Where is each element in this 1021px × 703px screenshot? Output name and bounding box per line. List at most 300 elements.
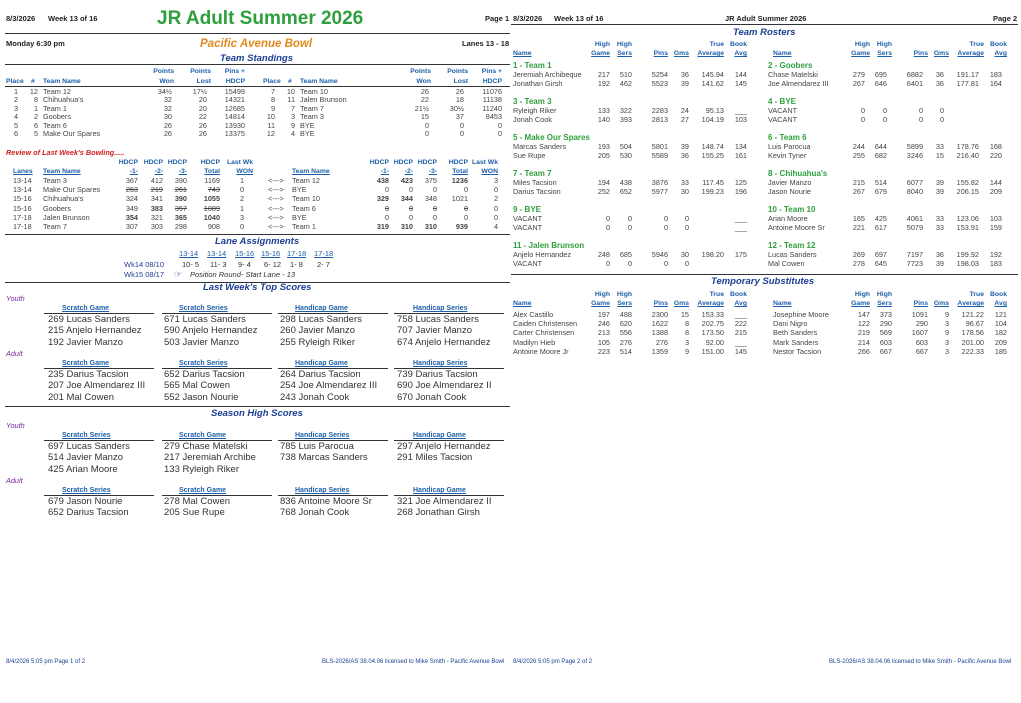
league-title: JR Adult Summer 2026: [157, 8, 364, 29]
score-entry: 255 Ryleigh Riker: [280, 336, 355, 348]
player-stat: 199.23: [701, 187, 724, 197]
review-score: 1236: [451, 176, 468, 185]
player-stat: 123.06: [956, 214, 979, 223]
player-stat: 178.76: [956, 142, 979, 151]
col-book-avg: Avg: [994, 300, 1007, 307]
col-hdcp: HDCP: [143, 159, 163, 166]
player-stat: 164: [989, 79, 1002, 89]
player-name: Jeremiah Archibeque: [513, 70, 582, 79]
score-col-header: Handicap Series: [413, 305, 468, 312]
player-stat: 33: [935, 214, 944, 223]
player-stat: ___: [734, 223, 747, 233]
player-stat: 290: [915, 319, 928, 329]
col-true-avg: Average: [957, 300, 984, 307]
player-stat: 267: [852, 187, 865, 197]
review-team: Jalen Brunson: [43, 212, 90, 222]
review-score: 939: [455, 222, 468, 231]
player-stat: 0: [860, 115, 865, 125]
player-stat: 202.75: [701, 319, 724, 329]
player-stat: 201.00: [961, 337, 984, 347]
player-stat: 4061: [906, 214, 923, 223]
player-name: Caiden Christensen: [513, 319, 578, 329]
player-stat: 209: [994, 337, 1007, 347]
player-stat: 33: [935, 142, 944, 151]
col-high-game: High: [854, 291, 870, 298]
standing-pins-hdcp: 0: [497, 129, 502, 138]
score-entry: 758 Lucas Sanders: [397, 314, 479, 325]
lane-pairing: 9- 4: [238, 260, 251, 269]
player-stat: 183: [989, 70, 1002, 79]
player-stat: 0: [663, 223, 668, 233]
col-pins-hdcp: HDCP: [225, 78, 245, 85]
score-entry: 297 Anjelo Hernandez: [397, 441, 491, 452]
standing-pins-hdcp: 15499: [224, 87, 245, 96]
score-col-header: Handicap Series: [295, 432, 350, 439]
standing-place: 7: [270, 87, 275, 96]
player-name: Jason Nourie: [768, 187, 811, 197]
team-name: 2 - Goobers: [768, 61, 813, 70]
col-game: -1-: [380, 168, 389, 175]
col-num: #: [31, 78, 35, 85]
footer-license: BLS-2026/AS 38.04.06 licensed to Mike Smith - Pacific Avenue Bowl: [322, 659, 505, 665]
score-entry: 652 Darius Tacsion: [164, 369, 245, 380]
player-stat: 1091: [911, 310, 928, 319]
standing-team-name: Jalen Brunson: [300, 95, 347, 105]
wk15-label: Wk15 08/17: [124, 270, 165, 279]
standing-team-num: 5: [33, 129, 38, 138]
standing-place: 5: [13, 120, 18, 130]
lane-header: 15-16: [235, 249, 255, 258]
review-won: 4: [493, 222, 498, 231]
team-name: 4 - BYE: [768, 97, 797, 106]
col-hdcp: HDCP: [118, 159, 138, 166]
col-book-avg: Book: [990, 41, 1007, 48]
standing-points-lost: 0: [459, 120, 464, 130]
standing-points-lost: 26: [198, 129, 207, 138]
col-high-series: Sers: [877, 300, 892, 307]
score-col-header: Scratch Series: [179, 305, 228, 312]
player-stat: 223: [597, 346, 610, 356]
team-name: 7 - Team 7: [513, 169, 552, 178]
player-name: Anjelo Hernandez: [513, 250, 572, 259]
review-score: 0: [463, 212, 468, 222]
player-stat: 192: [597, 79, 610, 89]
player-stat: 173.50: [701, 328, 724, 338]
player-stat: 9: [684, 346, 689, 356]
col-games: Gms: [933, 50, 949, 57]
review-score: 412: [150, 176, 163, 185]
player-name: VACANT: [513, 214, 543, 223]
standing-points-lost: 20: [198, 95, 207, 105]
player-stat: 646: [874, 79, 887, 89]
score-entry: 133 Ryleigh Riker: [164, 463, 239, 475]
review-won: 3: [493, 176, 498, 185]
col-hdcp: HDCP: [369, 159, 389, 166]
player-stat: 644: [874, 142, 887, 151]
col-last-week: Last Wk: [471, 159, 498, 166]
player-stat: 0: [882, 106, 887, 115]
score-entry: 690 Joe Almendarez II: [397, 380, 492, 392]
team-name: 1 - Team 1: [513, 61, 552, 70]
col-high-series: High: [876, 41, 892, 48]
player-stat: 6882: [906, 70, 923, 79]
score-entry: 565 Mal Cowen: [164, 380, 231, 392]
player-name: Lucas Sanders: [768, 250, 817, 259]
col-points-won: Points: [153, 68, 174, 75]
player-name: Miles Tacsion: [513, 178, 557, 187]
col-hdcp: HDCP: [417, 159, 437, 166]
player-stat: 193: [597, 142, 610, 151]
arrow-icon: <--->: [268, 212, 284, 222]
player-stat: 276: [655, 337, 668, 347]
player-stat: 15: [680, 310, 689, 319]
score-entry: 279 Chase Matelski: [164, 441, 248, 452]
player-stat: 39: [935, 187, 944, 197]
score-entry: 674 Anjelo Hernandez: [397, 336, 491, 348]
player-stat: 206.15: [956, 187, 979, 197]
player-stat: 165: [852, 214, 865, 223]
review-score: 324: [125, 194, 138, 204]
standing-points-lost: 37: [455, 112, 464, 122]
review-score: 0: [432, 212, 437, 222]
player-stat: 0: [605, 214, 610, 223]
score-entry: 514 Javier Manzo: [48, 452, 123, 464]
divider: [5, 33, 510, 34]
player-stat: 121: [994, 310, 1007, 319]
top-scores-title: Last Week's Top Scores: [203, 282, 312, 293]
lane-pairing: 10- 5: [182, 260, 200, 269]
player-stat: 168: [989, 142, 1002, 151]
player-name: Antoine Moore Jr: [513, 346, 569, 356]
player-name: Luis Parocua: [768, 142, 811, 151]
score-entry: 590 Anjelo Hernandez: [164, 325, 258, 337]
player-stat: 5523: [651, 79, 668, 89]
player-name: Jonathan Girsh: [513, 79, 563, 89]
player-stat: 145: [734, 346, 747, 356]
footer-timestamp: 8/4/2026 5:05 pm Page 1 of 2: [6, 659, 86, 665]
player-name: Marcas Sanders: [513, 142, 567, 151]
standing-team-num: 12: [29, 87, 38, 96]
score-entry: 243 Jonah Cook: [280, 391, 350, 403]
standing-points-won: 34½: [157, 87, 172, 96]
player-stat: 514: [874, 178, 887, 187]
col-won: WON: [481, 168, 498, 175]
review-score: 365: [174, 212, 187, 222]
col-high-series: High: [616, 291, 632, 298]
standing-team-name: Team 10: [300, 87, 328, 96]
youth-label-season: Youth: [6, 421, 25, 430]
player-stat: 255: [852, 151, 865, 161]
subs-title: Temporary Substitutes: [711, 276, 815, 287]
player-stat: 33: [680, 178, 689, 187]
player-stat: 105: [597, 337, 610, 347]
player-stat: ___: [734, 106, 747, 115]
col-high-game: Game: [851, 50, 870, 57]
player-name: Javier Manzo: [768, 178, 812, 187]
review-won: 3: [239, 212, 244, 222]
standing-team-num: 2: [33, 112, 38, 122]
player-stat: 246: [597, 319, 610, 329]
review-won: 0: [239, 222, 244, 231]
score-col-header: Scratch Series: [179, 360, 228, 367]
col-name: Name: [773, 300, 792, 307]
player-name: Nestor Tacsion: [773, 346, 822, 356]
divider: [511, 274, 1018, 275]
player-stat: 103: [989, 214, 1002, 223]
standing-place: 6: [13, 129, 18, 138]
standing-team-name: Team 6: [43, 120, 67, 130]
score-entry: 235 Darius Tacsion: [48, 369, 129, 380]
player-stat: 556: [619, 328, 632, 338]
lane-header: 17-18: [314, 249, 334, 258]
review-team: Team 10: [292, 194, 320, 204]
col-true-avg: Average: [957, 50, 984, 57]
review-team: Goobers: [43, 203, 71, 213]
score-entry: 217 Jeremiah Archibe: [164, 452, 256, 464]
player-stat: 667: [879, 346, 892, 356]
arrow-icon: <--->: [268, 185, 284, 195]
player-stat: 269: [852, 250, 865, 259]
report-date: 8/3/2026: [6, 14, 36, 23]
review-score: 261: [174, 185, 187, 195]
col-book-avg: Book: [990, 291, 1007, 298]
review-score: 1040: [203, 212, 220, 222]
week-label: Week 13 of 16: [48, 14, 98, 23]
player-stat: 221: [852, 223, 865, 233]
standing-points-won: 21½: [414, 103, 429, 113]
player-stat: 0: [939, 115, 944, 125]
player-stat: 209: [989, 187, 1002, 197]
standing-place: 8: [270, 95, 275, 105]
player-stat: 5899: [906, 142, 923, 151]
lane-pairing: 11- 3: [210, 260, 227, 269]
review-score: 1169: [204, 176, 220, 185]
player-stat: 36: [935, 70, 944, 79]
col-won: WON: [236, 168, 253, 175]
review-score: 310: [400, 222, 413, 231]
col-high-game: High: [594, 291, 610, 298]
review-won: 2: [239, 194, 244, 204]
player-name: Jonah Cook: [513, 115, 552, 125]
player-stat: 0: [860, 106, 865, 115]
review-team: Team 6: [292, 203, 316, 213]
col-high-game: Game: [591, 300, 610, 307]
col-high-series: High: [876, 291, 892, 298]
col-name: Name: [513, 50, 532, 57]
col-pins-hdcp: Pins +: [224, 68, 245, 75]
col-high-game: High: [594, 41, 610, 48]
col-book-avg: Avg: [734, 50, 747, 57]
player-stat: 530: [619, 151, 632, 161]
standing-place: 9: [270, 103, 275, 113]
review-score: 0: [408, 212, 413, 222]
score-entry: 652 Darius Tacsion: [48, 507, 129, 519]
review-score: 908: [207, 222, 220, 231]
col-book-avg: Book: [730, 291, 747, 298]
standing-team-name: Team 3: [300, 112, 324, 122]
score-col-header: Handicap Series: [413, 360, 468, 367]
player-name: Dani Nigro: [773, 319, 808, 329]
score-entry: 697 Lucas Sanders: [48, 441, 130, 452]
col-pins-hdcp: HDCP: [482, 78, 502, 85]
player-stat: 3: [944, 319, 949, 329]
col-game: Total: [204, 168, 220, 175]
col-team: Team Name: [300, 78, 338, 85]
player-stat: 191.17: [956, 70, 979, 79]
score-entry: 836 Antoine Moore Sr: [280, 496, 372, 507]
player-name: Carter Christensen: [513, 328, 575, 338]
player-name: Sue Rupe: [513, 151, 546, 161]
player-stat: 198.20: [701, 250, 724, 259]
standing-pins-hdcp: 11240: [482, 103, 502, 113]
player-stat: 3: [684, 337, 689, 347]
player-stat: 5946: [651, 250, 668, 259]
player-stat: 134: [734, 142, 747, 151]
player-stat: 3246: [906, 151, 923, 161]
col-high-series: Sers: [617, 300, 632, 307]
review-won: 0: [239, 185, 244, 195]
col-team: Team Name: [292, 168, 330, 175]
review-team: Team 1: [292, 222, 316, 231]
col-pins: Pins: [653, 50, 668, 57]
review-score: 303: [150, 222, 163, 231]
standing-pins-hdcp: 8453: [485, 112, 502, 122]
score-entry: 278 Mal Cowen: [164, 496, 231, 507]
player-stat: 276: [619, 337, 632, 347]
col-game: -3-: [428, 168, 437, 175]
review-score: 329: [376, 194, 389, 204]
review-won: 2: [493, 194, 498, 204]
adult-label: Adult: [6, 349, 23, 358]
player-stat: 215: [734, 328, 747, 338]
review-score: 0: [463, 185, 468, 195]
player-stat: 1388: [651, 328, 668, 338]
divider: [5, 406, 510, 407]
score-entry: 268 Jonathan Girsh: [397, 507, 480, 519]
arrow-icon: <--->: [268, 222, 284, 231]
review-score: 0: [432, 185, 437, 195]
score-entry: 264 Darius Tacsion: [280, 369, 361, 380]
player-stat: 2283: [651, 106, 668, 115]
player-stat: 155.82: [956, 178, 979, 187]
player-stat: 3876: [651, 178, 668, 187]
player-stat: 322: [619, 106, 632, 115]
lane-header: 13-14: [207, 249, 227, 258]
standing-points-lost: 0: [459, 129, 464, 138]
col-games: Gms: [673, 300, 689, 307]
col-name: Name: [773, 50, 792, 57]
standing-points-won: 22: [420, 95, 429, 105]
footer-timestamp: 8/4/2026 5:05 pm Page 2 of 2: [513, 659, 593, 665]
standing-place: 2: [13, 95, 18, 105]
col-hdcp: HDCP: [167, 159, 187, 166]
standing-team-name: BYE: [300, 120, 315, 130]
col-high-game: Game: [591, 50, 610, 57]
score-col-header: Handicap Series: [295, 487, 350, 494]
player-stat: 39: [935, 259, 944, 269]
col-book-avg: Avg: [994, 50, 1007, 57]
player-stat: 278: [852, 259, 865, 269]
standing-pins-hdcp: 11138: [482, 95, 502, 105]
review-title: Review of Last Week's Bowling.....: [6, 148, 125, 157]
player-stat: 248: [597, 250, 610, 259]
team-name: 10 - Team 10: [768, 205, 816, 214]
player-stat: 0: [684, 259, 689, 269]
col-game: -3-: [178, 168, 187, 175]
score-col-header: Scratch Series: [62, 432, 111, 439]
standing-team-num: 4: [290, 129, 295, 138]
col-team: Team Name: [43, 168, 81, 175]
review-score: 375: [424, 176, 437, 185]
standing-pins-hdcp: 0: [497, 120, 502, 130]
player-stat: 122: [857, 319, 870, 329]
score-entry: 425 Arian Moore: [48, 463, 118, 475]
standing-pins-hdcp: 13930: [224, 120, 245, 130]
team-name: 12 - Team 12: [768, 241, 816, 250]
score-col-header: Scratch Game: [62, 305, 110, 312]
player-name: Alex Castillo: [513, 310, 554, 319]
standing-points-won: 32: [163, 95, 172, 105]
review-score: 0: [408, 203, 413, 213]
player-name: VACANT: [768, 115, 798, 125]
player-stat: 617: [874, 223, 887, 233]
review-score: 438: [376, 176, 389, 185]
player-stat: 175: [734, 250, 747, 259]
player-stat: 36: [680, 70, 689, 79]
review-score: 383: [150, 203, 163, 213]
player-stat: 645: [874, 259, 887, 269]
standing-pins-hdcp: 13375: [224, 129, 245, 138]
player-stat: 603: [915, 337, 928, 347]
standing-points-won: 0: [424, 120, 429, 130]
player-stat: 9: [944, 328, 949, 338]
player-stat: 30: [680, 187, 689, 197]
review-score: 354: [125, 212, 138, 222]
standing-points-won: 26: [420, 87, 429, 96]
player-name: Antoine Moore Sr: [768, 223, 825, 233]
score-col-header: Handicap Game: [413, 487, 466, 494]
team-name: 5 - Make Our Spares: [513, 133, 590, 142]
col-hdcp: HDCP: [393, 159, 413, 166]
player-stat: 103: [734, 115, 747, 125]
review-score: 341: [150, 194, 163, 204]
arrow-icon: <--->: [268, 194, 284, 204]
player-stat: 0: [882, 115, 887, 125]
review-score: 344: [400, 194, 413, 204]
standings-title: Team Standings: [220, 53, 294, 64]
col-pins: Pins: [913, 50, 928, 57]
player-stat: 5589: [651, 151, 668, 161]
player-stat: 2300: [651, 310, 668, 319]
lane-pairing: 1- 8: [290, 260, 303, 269]
player-stat: 5079: [906, 223, 923, 233]
player-stat: 214: [857, 337, 870, 347]
score-entry: 738 Marcas Sanders: [280, 452, 368, 464]
player-stat: 438: [619, 178, 632, 187]
standing-points-lost: 26: [198, 120, 207, 130]
col-games: Gms: [673, 50, 689, 57]
player-stat: 155.25: [701, 151, 724, 161]
arrow-icon: <--->: [268, 203, 284, 213]
review-team: Make Our Spares: [43, 185, 101, 195]
player-stat: 151.00: [701, 346, 724, 356]
team-name: 6 - Team 6: [768, 133, 807, 142]
standing-team-num: 8: [33, 95, 38, 105]
player-stat: 679: [874, 187, 887, 197]
player-stat: 697: [874, 250, 887, 259]
player-stat: 95.13: [705, 106, 724, 115]
player-stat: 425: [874, 214, 887, 223]
